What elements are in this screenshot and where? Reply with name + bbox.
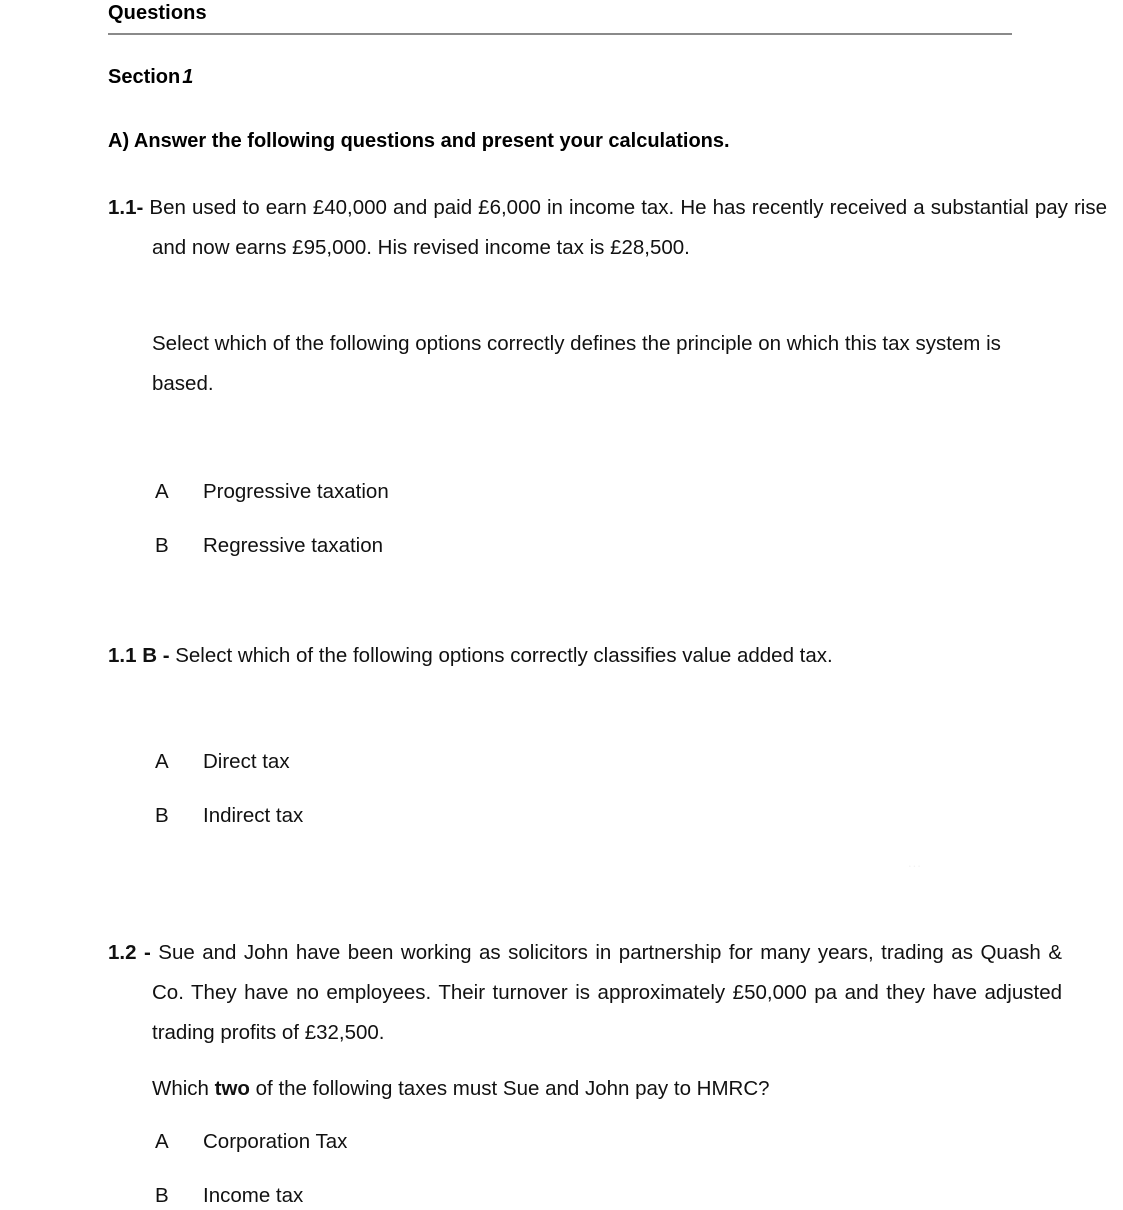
option-letter: B <box>155 1184 169 1207</box>
option-text: Income tax <box>203 1184 304 1207</box>
question-1-2-stem <box>108 933 1062 1053</box>
question-1-1-stem <box>108 188 1107 268</box>
question-1-2-prompt-emphasis: two <box>214 1077 250 1100</box>
part-a-heading: A) Answer the following questions and present your calculations. <box>108 130 730 152</box>
title-divider <box>108 33 1012 35</box>
option-text: Corporation Tax <box>203 1130 348 1153</box>
section-heading <box>108 64 193 90</box>
section-heading-number: 1 <box>182 66 194 88</box>
question-1-1b-option-b[interactable] <box>155 802 303 830</box>
question-1-1-number: 1.1- <box>108 196 144 219</box>
option-text: Indirect tax <box>203 804 304 827</box>
question-1-2-number: 1.2 - <box>108 941 151 964</box>
option-letter: A <box>155 1130 169 1153</box>
question-1-1b-number: 1.1 B - <box>108 644 170 667</box>
option-text: Progressive taxation <box>203 480 389 503</box>
question-1-1-text: Ben used to earn £40,000 and paid £6,000 in income tax. He has recently received a substantial pay rise and now earns £95,000. His revised income tax is £28,500. <box>143 196 1107 259</box>
question-1-2-option-a[interactable] <box>155 1128 347 1156</box>
question-1-1b-text: Select which of the following options correctly classifies value added tax. <box>169 644 833 667</box>
question-1-1-option-a[interactable] <box>155 478 389 506</box>
scan-artifact-smudge: ... <box>908 856 922 870</box>
option-letter: B <box>155 534 169 557</box>
question-1-2-prompt-suffix: of the following taxes must Sue and John pay to HMRC? <box>249 1077 770 1100</box>
page-title: Questions <box>108 2 207 24</box>
question-1-2-prompt-prefix: Which <box>152 1077 215 1100</box>
option-letter: A <box>155 750 169 773</box>
question-1-1b-option-a[interactable] <box>155 748 290 776</box>
section-heading-label: Section <box>108 66 181 88</box>
option-letter: B <box>155 804 169 827</box>
question-1-1-prompt: Select which of the following options correctly defines the principle on which this tax system is based. <box>152 332 1001 395</box>
question-1-1b-stem <box>108 636 1063 676</box>
option-letter: A <box>155 480 169 503</box>
question-1-1-option-b[interactable] <box>155 532 383 560</box>
option-text: Direct tax <box>203 750 290 773</box>
option-text: Regressive taxation <box>203 534 384 557</box>
question-1-2-text: Sue and John have been working as solicitors in partnership for many years, trading as Quash & Co. They have no employees. Their turnover is approximately £50,000 pa and they have adjusted trading profits of £32,500. <box>150 941 1062 1044</box>
question-1-2-prompt <box>152 1069 1032 1109</box>
